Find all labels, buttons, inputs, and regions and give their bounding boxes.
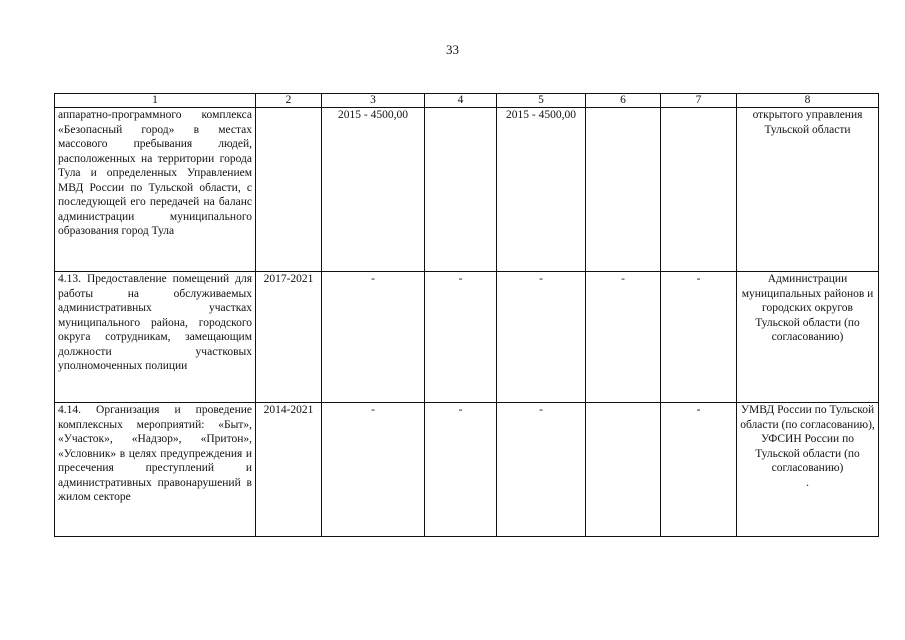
funding-local-cell xyxy=(586,403,661,537)
header-col-1: 1 xyxy=(55,94,256,108)
funding-local-cell: - xyxy=(586,272,661,403)
measure-name-cell: 4.14. Организация и проведение комплексных мероприятий: «Быт», «Участок», «Надзор», «Притон», «Условник» в целях предупреждения и пресечения преступлений и административных правонарушений в жилом секторе xyxy=(55,403,256,537)
executor-cell: Администрации муниципальных районов и городских округов Тульской области (по согласованию) xyxy=(737,272,879,403)
funding-other-cell xyxy=(661,108,737,272)
funding-other-cell: - xyxy=(661,403,737,537)
header-col-5: 5 xyxy=(497,94,586,108)
header-col-2: 2 xyxy=(256,94,322,108)
period-cell: 2017-2021 xyxy=(256,272,322,403)
funding-regional-cell: - xyxy=(497,272,586,403)
executor-cell: открытого управления Тульской области xyxy=(737,108,879,272)
measure-name-cell: 4.13. Предоставление помещений для работы на обслуживаемых административных участках муниципального района, городского округа сотрудникам, замещающим должности участковых уполномоченных полиции xyxy=(55,272,256,403)
funding-federal-cell: - xyxy=(425,272,497,403)
header-row xyxy=(55,94,879,108)
executor-cell xyxy=(737,403,879,537)
header-col-8: 8 xyxy=(737,94,879,108)
funding-federal-cell: - xyxy=(425,403,497,537)
measure-name-cell: аппаратно-программного комплекса «Безопасный город» в местах массового пребывания людей, расположенных на территории города Тула и определенных Управлением МВД России по Тульской области, с последующей его передачей на баланс администрации муниципального образования город Тула xyxy=(55,108,256,272)
funding-other-cell: - xyxy=(661,272,737,403)
page-number: 33 xyxy=(446,42,459,57)
funding-total-cell: - xyxy=(322,403,425,537)
header-col-6: 6 xyxy=(586,94,661,108)
funding-total-cell: 2015 - 4500,00 xyxy=(322,108,425,272)
executor-text: УМВД России по Тульской области (по согласованию), УФСИН России по Тульской области (по согласованию) xyxy=(740,404,875,474)
header-col-3: 3 xyxy=(322,94,425,108)
program-table xyxy=(54,93,879,537)
funding-local-cell xyxy=(586,108,661,272)
period-cell: 2014-2021 xyxy=(256,403,322,537)
funding-regional-cell: 2015 - 4500,00 xyxy=(497,108,586,272)
table-row xyxy=(55,108,879,272)
executor-tail-mark: . xyxy=(806,476,809,489)
table-row xyxy=(55,272,879,403)
funding-total-cell: - xyxy=(322,272,425,403)
funding-regional-cell: - xyxy=(497,403,586,537)
funding-federal-cell xyxy=(425,108,497,272)
header-col-7: 7 xyxy=(661,94,737,108)
table-row xyxy=(55,403,879,537)
header-col-4: 4 xyxy=(425,94,497,108)
period-cell xyxy=(256,108,322,272)
